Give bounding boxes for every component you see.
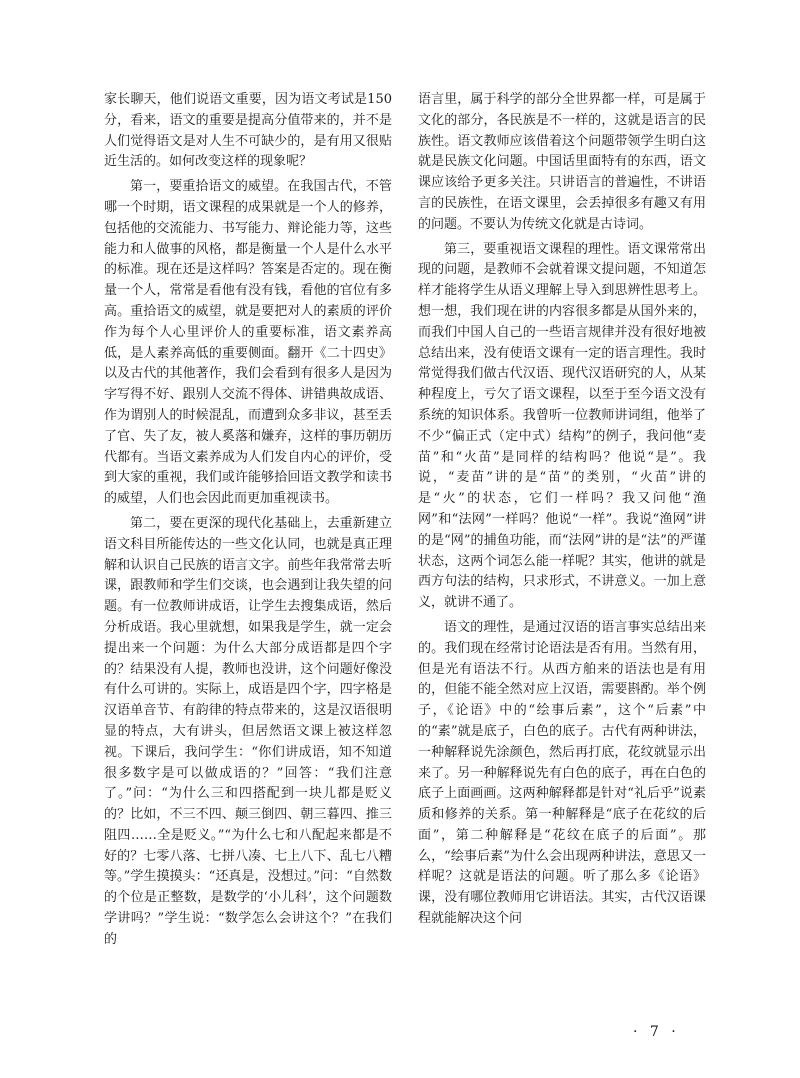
paragraph: 家长聊天，他们说语文重要，因为语文考试是150分，看来，语文的重要是提高分值带来的，并不是人们觉得语文是对人生不可缺少的，是有用又很贴近生活的。如何改变这样的现象呢？: [104, 92, 392, 170]
paragraph: 第一，要重拾语文的威望。在我国古代，不管哪一个时期，语文课程的成果就是一个人的修养，包括他的交流能力、书写能力、辩论能力等，这些能力和人做事的风格，都是衡量一个人是什么水平的标准。现在还是这样吗？答案是否定的。现在衡量一个人，常常是看他有没有钱，看他的官位有多高。重拾语文的威望，就是要把对人的素质的评价作为每个人心里评价人的重要标准，语文素养高低，是人素养高低的重要侧面。翻开《二十四史》以及古代的其他著作，我们会看到有很多人是因为字写得不好、跟别人交流不得体、讲错典故成语、作为谓别人的时候混乱，而遭到众多非议，甚至丢了官、失了友，被人奚落和嫌弃，这样的事历朝历代都有。当语文素养成为人们发自内心的评价，受到大家的重视，我们或许能够拾回语文教学和读书的威望，人们也会因此而更加重视读书。: [104, 179, 392, 507]
page-number: · 7 ·: [633, 1024, 680, 1040]
paragraph: 第三，要重视语文课程的理性。语文课常常出现的问题，是教师不会就着课文提问题，不知道怎样才能将学生从语义理解上导入到思辨性思考上。想一想，我们现在讲的内容很多都是从国外来的，而我们中国人自己的一些语言规律并没有很好地被总结出来，没有使语文课有一定的语言理性。我时常觉得我们做古代汉语、现代汉语研究的人，从某种程度上，亏欠了语文课程，以至于至今语文没有系统的知识体系。我曾听一位教师讲词组，他举了不少“偏正式（定中式）结构”的例子，我问他“麦苗”和“火苗”是同样的结构吗？他说“是”。我说，“麦苗”讲的是“苗”的类别，“火苗”讲的是“火”的状态，它们一样吗？我又问他“渔网”和“法网”一样吗？他说“一样”。我说“渔网”讲的是“网”的捕鱼功能，而“法网”讲的是“法”的严谨状态，这两个词怎么能一样呢？其实，他讲的就是西方句法的结构，只求形式，不讲意义。一加上意义，就讲不通了。: [418, 241, 706, 611]
paragraph: 第二，要在更深的现代化基础上，去重新建立语文科目所能传达的一些文化认同，也就是真正理解和认识自己民族的语言文字。前些年我常常去听课，跟教师和学生们交谈，也会遇到让我失望的问题。有一位教师讲成语，让学生去搜集成语，然后分析成语。我心里就想，如果我是学生，就一定会提出来一个问题：为什么大部分成语都是四个字的？结果没有人提，教师也没讲，这个问题好像没有什么可讲的。实际上，成语是四个字，四字格是汉语单音节、有韵律的特点带来的，这是汉语很明显的特点，大有讲头，但居然语文课上被这样忽视。下课后，我问学生：“你们讲成语，知不知道很多数字是可以做成语的？”回答：“我们注意了。”问：“为什么三和四搭配到一块儿都是贬义的？比如，不三不四、颠三倒四、朝三暮四、推三阻四……全是贬义。”“为什么七和八配起来都是不好的？七零八落、七拼八凑、七上八下、乱七八糟等。”学生摸摸头：“还真是，没想过。”问：“自然数的个位是正整数，是数学的‘小儿科’，这个问题数学讲吗？”学生说：“数学怎么会讲这个？”在我们的: [104, 515, 392, 947]
paragraph: 语言里，属于科学的部分全世界都一样，可是属于文化的部分，各民族是不一样的，这就是语言的民族性。语文教师应该借着这个问题带领学生明白这就是民族文化问题。中国话里面特有的东西，语文课应该给予更多关注。只讲语言的普遍性，不讲语言的民族性，在语文课里，会丢掉很多有趣又有用的问题。不要认为传统文化就是古诗词。: [418, 92, 706, 232]
paragraph: 语文的理性，是通过汉语的语言事实总结出来的。我们现在经常讨论语法是否有用。当然有用，但是光有语法不行。从西方舶来的语法也是有用的，但能不能全然对应上汉语，需要斟酌。举个例子，《论语》中的“绘事后素”，这个“后素”中的“素”就是底子，白色的底子。古代有两种讲法，一种解释说先涂颜色，然后再打底，花纹就显示出来了。另一种解释说先有白色的底子，再在白色的底子上面画画。这两种解释都是针对“礼后乎”说素质和修养的关系。第一种解释是“底子在花纹的后面”，第二种解释是“花纹在底子的后面”。那么，“绘事后素”为什么会出现两种讲法，意思又一样呢？这就是语法的问题。听了那么多《论语》课，没有哪位教师用它讲语法。其实，古代汉语课程就能解决这个问: [418, 619, 706, 927]
left-column: [104, 90, 392, 955]
right-column: [418, 90, 706, 934]
